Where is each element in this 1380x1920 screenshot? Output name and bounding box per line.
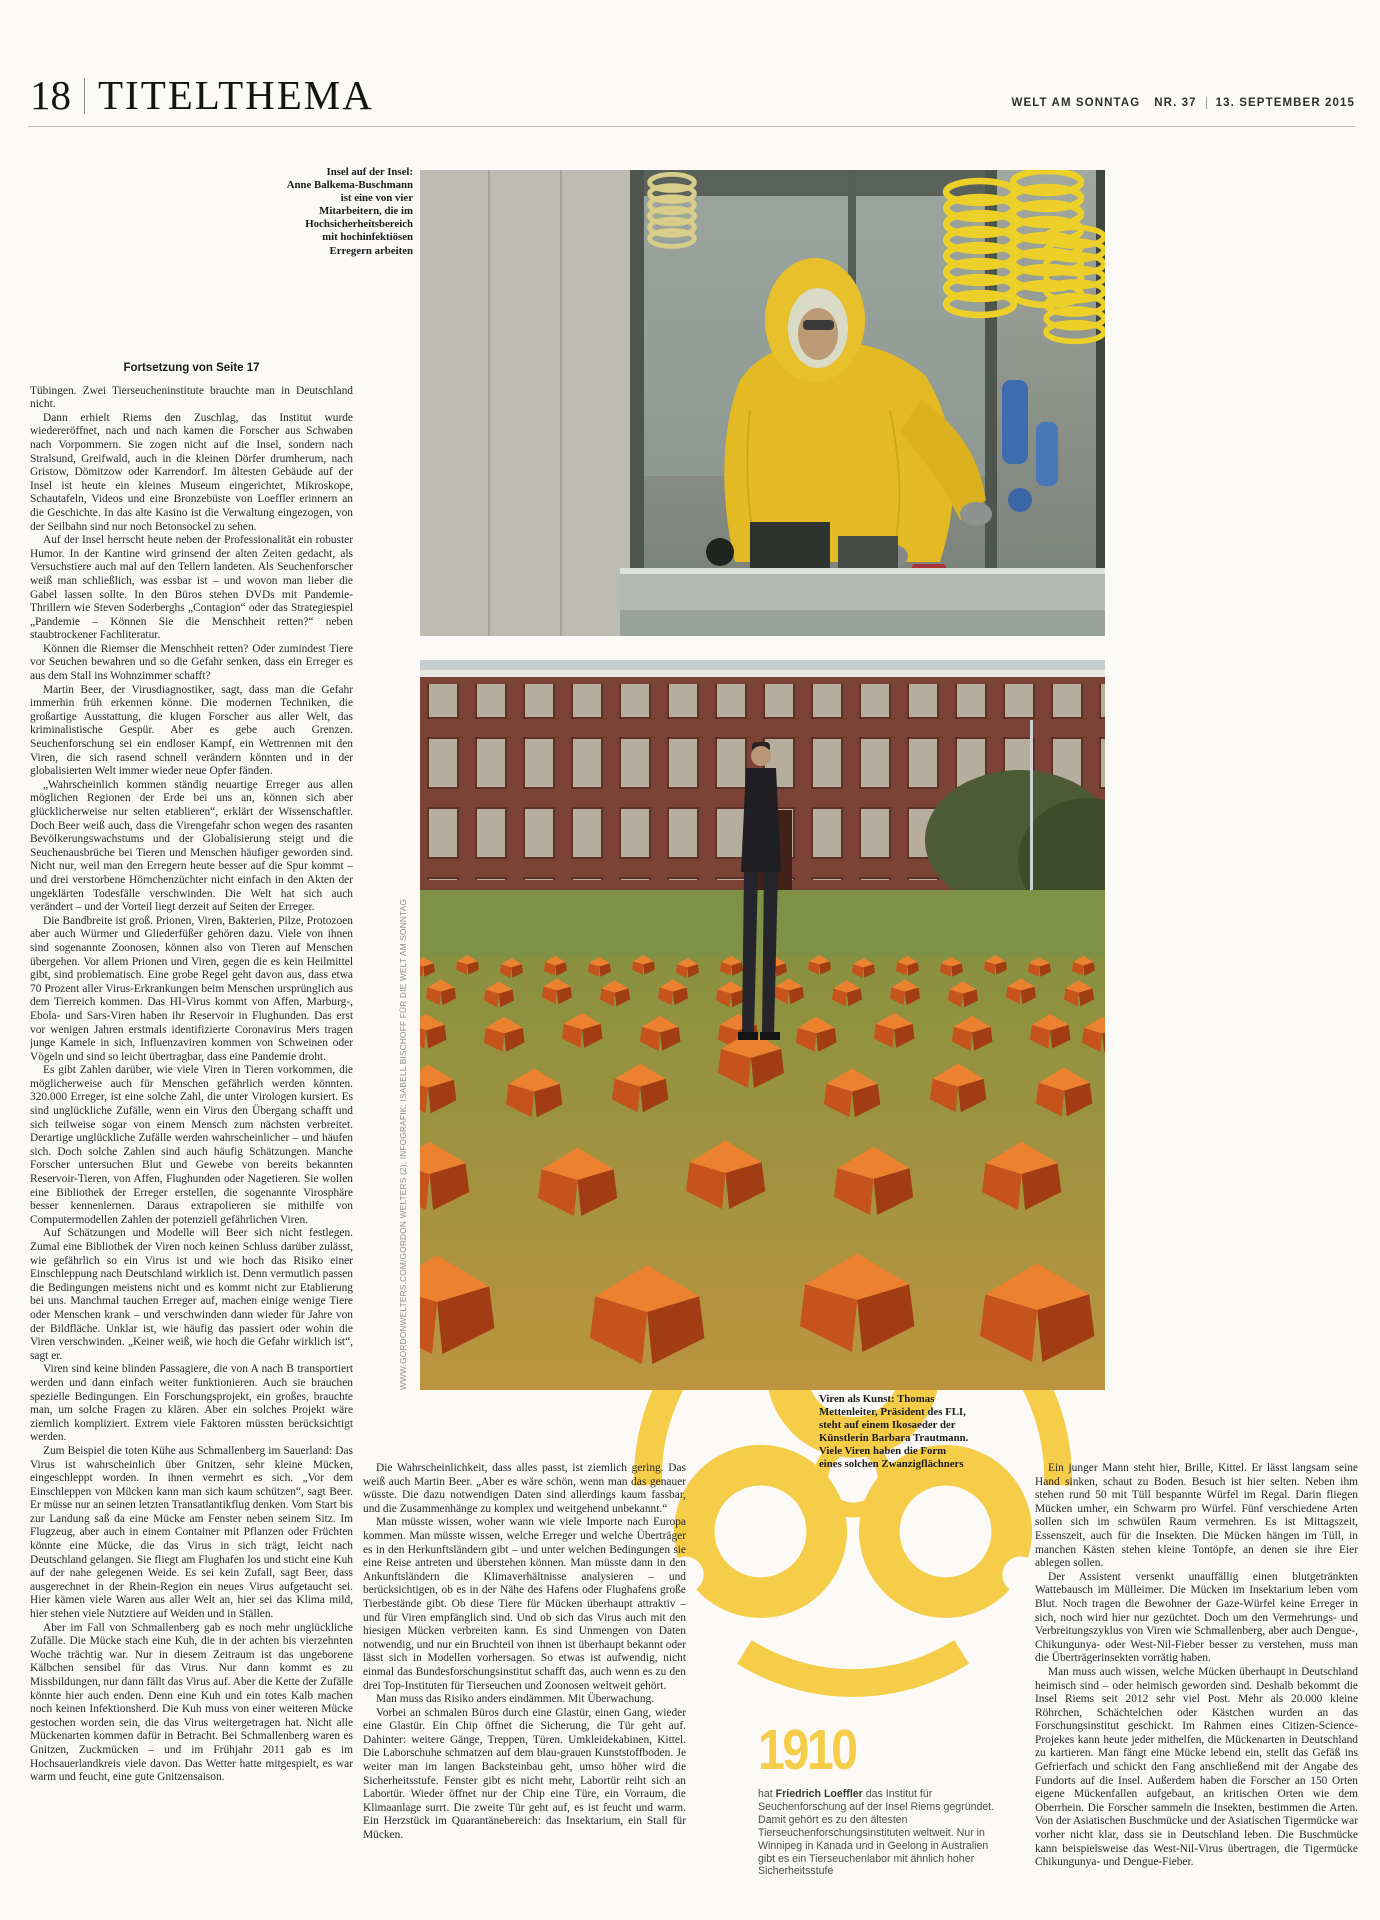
text-line: ist eine von vier — [340, 192, 413, 205]
text-line: Man müsste wissen, woher wann wie viele Importe nach Europa kommen. Man müsste wissen, welche Erreger und welche Überträger es in den Herkunftsländern gibt – und unter welchen Bedingungen sie eine Reise antreten und überstehen können. Man müsste dann in den Ankunftsländern die Klimaverhältnisse analysieren – und berücksichtigen, ob es in der Nähe des Hafens oder Flughafens große Tierbestände gibt. Ob diese Tiere für Mücken überhaupt attraktiv – und für Viren empfänglich sind. Und ob sich das Virus auch mit den hiesigen Mücken verbreiten kann. Es sind Unmengen von Daten notwendig, und nur ein Bruchteil von ihnen ist überhaupt bekannt oder lässt sich in Modellen vorhersagen. So etwas ist aufwendig, nicht einmal das Bundesforschungsinstitut schafft das, auch wenn es zu den drei Top-Instituten für Tierseuchen und Zoonosen weltweit gehört. — [363, 1516, 686, 1692]
text-line: Insel auf der Insel: — [326, 166, 413, 178]
stat-text-bold: Friedrich Loeffler — [775, 1788, 863, 1800]
column1-paragraphs — [30, 385, 353, 1785]
article-column-1 — [30, 362, 353, 1878]
photo2-lawn — [420, 890, 1105, 962]
text-line: Zum Beispiel die toten Kühe aus Schmallenberg im Sauerland: Das Virus ist wahrscheinlich über Gnitzen, sehr kleine Mücken, eingeschleppt worden. In ihnen vermehrt es sich. „Vor dem Einschleppen von Mücken kann man sich kaum schützen“, sagt Beer. Er müsse nur an seinen letzten Transatlantikflug denken. Vom Start bis zur Landung saß da eine Mücke am Fenster neben seinem Sitz. Im Flugzeug, aber auch in einem Container mit Pflanzen oder Früchten könnte eine Mücke, die das Virus in sich trägt, leicht nach Deutschland gelangen. Sie fliegt am Flughafen los und sticht eine Kuh auf der nahe gelegenen Weide. Es sei kein Zufall, sagt Beer, dass ausgerechnet in der Rhein-Region ein neues Virus aufgetaucht sei. Hier kämen viele Waren aus aller Welt an, hier sei das Klima mild, hier stehen viele Nutztiere auf Weiden und in Ställen. — [30, 1444, 353, 1621]
text-line: Man muss das Risiko anders eindämmen. Mit Überwachung. — [376, 1693, 655, 1706]
masthead-meta — [1012, 97, 1355, 116]
masthead — [30, 58, 1355, 116]
paper-name: WELT AM SONNTAG — [1011, 97, 1141, 109]
article-column-4 — [1035, 1462, 1358, 1914]
text-line: Man muss auch wissen, welche Mücken überhaupt in Deutschland heimisch sind – oder heimisch geworden sind. Deshalb bekommt die Insel Riems seit 2012 sehr viel Post. Mehr als 20.000 kleine Röhrchen, Schächtelchen oder Kästchen wurden an das Forschungsinstitut geschickt. Im Rahmen eines Citizen-Science-Projekes kann heute jeder mithelfen, die Mückenarten in Deutschland zu kartieren. Man fängt eine Mücke lebend ein, stellt das Gefäß ins Gefrierfach und schickt den Fang anschließend mit der Angabe des Fundorts auf die Insel. Außerdem haben die Forscher an 150 Orten eigene Mückenfallen aufgebaut, an kritischen Orten wie dem Oberrhein. Die Forscher sammeln die Insekten, bestimmen die Arten. Von der Asiatischen Buschmücke und der Asiatischen Tigermücke war vorher nicht klar, dass sie in Deutschland leben. Die Buschmücke kann beispielsweise das West-Nil-Virus übertragen, die Tigermücke Chikungunya- und Dengue-Fieber. — [1035, 1665, 1358, 1869]
text-line: Anne Balkema-Buschmann — [286, 179, 413, 192]
photo-icosahedra-field — [420, 660, 1105, 1390]
text-line: Erregern arbeiten — [329, 244, 413, 257]
stat-text-segment: hat — [758, 1788, 776, 1800]
text-line: Die Bandbreite ist groß. Prionen, Viren, Bakterien, Pilze, Protozoen aber auch Würmer und Gliederfüßer gehören dazu. Viele von ihnen sind sogenannte Zoonosen, können also von Tieren auf Menschen übergehen. Vor allem Prionen und Viren, gegen die es kein Heilmittel gibt, sind problematisch. Eine grobe Regel geht davon aus, dass etwa 70 Prozent aller Virus-Erkrankungen beim Menschen ursprünglich aus dem Tierreich kommen. Das HI-Virus kommt von Affen, Marburg-, Ebola- und Sars-Viren haben ihr Reservoir in Flughunden. Das erst vor wenigen Jahren erstmals identifizierte Coronavirus Mers tragen junge Kamele in sich, Influenzaviren kommen von Schweinen oder Vögeln und sind so leicht übertragbar, dass eine Pandemie droht. — [30, 914, 353, 1063]
continuation-note: Fortsetzung von Seite 17 — [123, 362, 260, 374]
text-line: Viele Viren haben die Form — [819, 1445, 947, 1458]
text-line: Aber im Fall von Schmallenberg gab es noch mehr unglückliche Zufälle. Die Mücke stach eine Kuh, die in der achten bis vierzehnten Woche trächtig war. Nur in diesem Zeitraum ist das ungeborene Kälbchen sensibel für das Virus. Nur dann kommt es zu Missbildungen, nur dann fällt das Virus auf. Aber die Kette der Zufälle könnte hier auch enden. Denn eine Kuh und ein totes Kalb machen noch keinen Infektionsherd. Die Kuh muss von einer weiteren Mücke gestochen worden sein, die das Virus weitergetragen hat. Nicht alle Mückenarten kommen dafür in Betracht. Bei Schmallenberg waren es Gnitzen, Zuckmücken – und im Frühjahr 2011 gab es im Hochsauerlandkreis viele davon. Das Wetter hatte mitgespielt, es war warm und feucht, eine gute Gnitzensaison. — [30, 1621, 353, 1784]
text-line: Vorbei an schmalen Büros durch eine Glastür, einen Gang, wieder eine Glastür. Ein Chip öffnet die Sicherung, die Tür geht auf. Dahinter: weitere Gänge, Treppen, Türen. Umkleidekabinen, Kittel. Die Laborschuhe schmatzen auf dem blau-grauen Kunststoffboden. Je weiter man im langen Backsteinbau geht, umso höher wird die Sicherheitsstufe. Fenster gibt es nicht mehr, Labortür reiht sich an Labortür. Wieder öffnet nur der Chip eine Türe, ein Vorraum, die Klimaanlage surrt. Die zweite Tür geht auf, es ist feucht und warm. Ein Herzstück im Quarantänebereich: das Insektarium, ein Stall für Mücken. — [363, 1706, 686, 1842]
text-line: Martin Beer, der Virusdiagnostiker, sagt, dass man die Gefahr immerhin früh erkennen könne. Die modernen Techniken, die großartige Ausstattung, die klugen Forscher aus aller Welt, das kriminalistische Gespür. Aber es gebe auch Grenzen. Seuchenforschung sei ein endloser Kampf, ein Wettrennen mit den Viren, die sich rasend schnell verändern könnten und in der globalisierten Welt immer wieder neue Opfer fänden. — [30, 683, 353, 778]
issue-number: NR. 37 — [1154, 97, 1197, 109]
text-line: Dann erhielt Riems den Zuschlag, das Institut wurde wiedereröffnet, nach und nach kamen die Forscher aus Schwaben nach Vorpommern. Sie zogen nicht auf die Insel, sondern nach Stralsund, Greifwald, auch in die kleinen Dörfer drumherum, nach Gristow, Dömitzow oder Karrendorf. Im ältesten Gebäude auf der Insel ist heute ein kleines Museum eingerichtet, Mikroskope, Schautafeln, Videos und eine Bronzebüste von Loeffler erinnern an die Geschichte. In das alte Kasino ist die Verwaltung eingezogen, von der Seilbahn sind nur noch Betonsockel zu sehen. — [30, 411, 353, 533]
column4-paragraphs — [1035, 1462, 1358, 1870]
stat-text-segment: das Institut für Seuchenforschung auf der Insel Riems gegründet. Damit gehört es zu den ältesten Tierseuchenforschungsinstituten weltweit. Nur in Winnipeg in Kanada und in Geelong in Australien gibt es ein Tierseuchenlabor mit ähnlich hoher Sicherheitsstufe — [758, 1788, 995, 1878]
masthead-divider — [84, 78, 85, 114]
founding-year-stat — [758, 1718, 1003, 1878]
article-column-2 — [363, 1462, 686, 1898]
text-line: Mitarbeitern, die im — [319, 205, 413, 218]
header-rule — [28, 126, 1355, 127]
text-line: Künstlerin Barbara Trautmann. — [819, 1432, 969, 1445]
text-line: mit hochinfektiösen — [322, 231, 413, 244]
text-line: Können die Riemser die Menschheit retten? Oder zumindest Tiere vor Seuchen bewahren und so die Gefahr senken, dass ein Erreger es aus dem Stall ins Wohnzimmer schafft? — [30, 642, 353, 683]
text-line: Ein junger Mann steht hier, Brille, Kittel. Er lässt langsam seine Hand sinken, schaut zu Boden. Besuch ist hier selten. Neben ihm stehen rund 50 mit Tüll bespannte Würfel im Regal. Darin fliegen Mücken umher, ein Schwarm pro Würfel. Fünf verschiedene Arten sollen sich im schwülen Raum vermehren. Es ist Mittagszeit, Essenszeit, auch für die Insekten. Die Mücken hängen im Tüll, in manchen Kästen stehen kleine Tontöpfe, an denen sie ihre Eier ablegen sollen. — [1035, 1462, 1358, 1570]
text-line: eines solchen Zwanzigflächners — [819, 1458, 964, 1471]
text-line: Mettenleiter, Präsident des FLI, — [819, 1406, 966, 1419]
issue-date: 13. SEPTEMBER 2015 — [1215, 97, 1355, 109]
text-line: Der Assistent versenkt unauffällig einen blutgetränkten Wattebausch im Mülleimer. Die Mücken im Insektarium leben vom Blut. Noch tragen die Bewohner der Gaze-Würfel keine Erreger in sich, noch wird hier nur gezüchtet. Doch um den Vermehrungs- und Verbreitungszyklus von Viren wie Schmallenberg, aber auch Dengue-, Chikungunya- oder West-Nil-Fieber besser zu verstehen, muss man die Überträgerinsekten vorrätig haben. — [1035, 1570, 1358, 1665]
text-line: Auf Schätzungen und Modelle will Beer sich nicht festlegen. Zumal eine Bibliothek der Viren noch keinen Schluss darüber zulässt, wie gefährlich so ein Virus ist und wie hoch das Risiko einer Einschleppung nach Deutschland wirklich ist. Denn vermutlich passen die Bedingungen meistens nicht und es kommt nicht zur Etablierung bei uns. Manchmal tauchen Erreger auf, machen einige wenige Tiere oder Menschen krank – und verschwinden dann wieder für Jahre von der Bildfläche. Unklar ist, wie häufig das passiert oder wohin die Viren verschwinden. „Keiner weiß, wie hoch die Gefahr wirklich ist“, sagt er. — [30, 1227, 353, 1362]
photo2-caption — [819, 1393, 1019, 1472]
text-line: Tübingen. Zwei Tierseucheninstitute brauchte man in Deutschland nicht. — [30, 384, 353, 411]
text-line: Auf der Insel herrscht heute neben der Professionalität ein robuster Humor. In der Kantine wird grinsend der alten Zeiten gedacht, als Versuchstiere auch mal auf den Tellern landeten. Als Seuchenforscher weiß man schließlich, was essbar ist – und wovon man lieber die Gabel lassen sollte. In den Büros stehen DVDs mit Pandemie-Thrillern wie Steven Soderberghs „Contagion“ oder das Strategiespiel „Pandemie – Können Sie die Menschheit retten?“ neben staubtrockener Fachliteratur. — [30, 534, 353, 642]
photo1-caption — [173, 166, 413, 258]
text-line: Die Wahrscheinlichkeit, dass alles passt, ist ziemlich gering. Das weiß auch Martin Beer. „Aber es wäre schön, wenn man das genauer wüsste. Die dazu notwendigen Daten sind allerdings kaum fassbar, und die Zusammenhänge zu komplex und weitgehend unbekannt.“ — [363, 1462, 686, 1515]
text-line: Viren als Kunst: Thomas — [819, 1393, 935, 1405]
text-line: steht auf einem Ikosaeder der — [819, 1419, 956, 1432]
section-title: TITELTHEMA — [98, 72, 374, 118]
column2-paragraphs — [363, 1462, 686, 1843]
text-line: „Wahrscheinlich kommen ständig neuartige Erreger aus allen möglichen Regionen der Erde bei uns an, können sich aber glücklicherweise nur selten etablieren“, erklärt der Wissenschaftler. Doch Beer weiß auch, dass die Virengefahr schon wegen des rasanten Bevölkerungswachstums und der Globalisierung steigt und die Seuchenausbrüche bei Tieren und Menschen häufiger geworden sind. Nicht nur, weil man den Erregern heute besser auf die Spur kommt – und drei verstorbene Hörnchenzüchter nicht einfach in den Akten der ungeklärten Todesfälle verschwinden. Die Welt hat sich auch verändert – und der Vorteil liegt derzeit auf Seiten der Erreger. — [30, 778, 353, 914]
text-line: Es gibt Zahlen darüber, wie viele Viren in Tieren vorkommen, die möglicherweise auch für Menschen gefährlich werden könnten. 320.000 Erreger, ist eine solche Zahl, die unter Virologen kursiert. Es sind unglückliche Zufälle, wenn ein Virus den Übergang schafft und sich teilweise sogar von einem Mensch zum nächsten verbreitet. Derartige unglückliche Zufälle werden wahrscheinlicher – und häufen sich. Doch solche Zahlen sind auch häufig Schätzungen. Manche Forscher untersuchen Blut und Gewebe von bereits bekannten Reservoir-Tieren, von Affen, Flughunden oder Nagetieren. Sie wollen eine Bibliothek der Erreger erstellen, die sogenannte Virosphäre besser kennenlernen. Daraus extrapolieren sie mithilfe von Computermodellen Zahlen der potenziell gefährlichen Viren. — [30, 1064, 353, 1226]
photo-credit: WWW.GORDONWELTERS.COM/GORDON WELTERS (2); INFOGRAFIK: ISABELL BISCHOFF FÜR DIE WELT AM SONNTAG — [398, 898, 408, 1390]
photo-lab-scientist — [420, 170, 1105, 636]
text-line: Hochsicherheitsbereich — [305, 218, 413, 231]
stat-text — [758, 1788, 996, 1878]
text-line: Viren sind keine blinden Passagiere, die von A nach B transportiert werden und dann einfach weiter funktionieren. Auch sie brauchen spezielle Bedingungen. Ein Forschungsprojekt, ein großes, brauchte man, um solche Fragen zu klären. Aber ein solches Projekt wäre ziemlich kompliziert. Extrem viele Faktoren müssten berücksichtigt werden. — [30, 1363, 353, 1444]
stat-number: 1910 — [758, 1718, 856, 1782]
page-number: 18 — [30, 72, 71, 118]
meta-divider — [1206, 97, 1207, 109]
